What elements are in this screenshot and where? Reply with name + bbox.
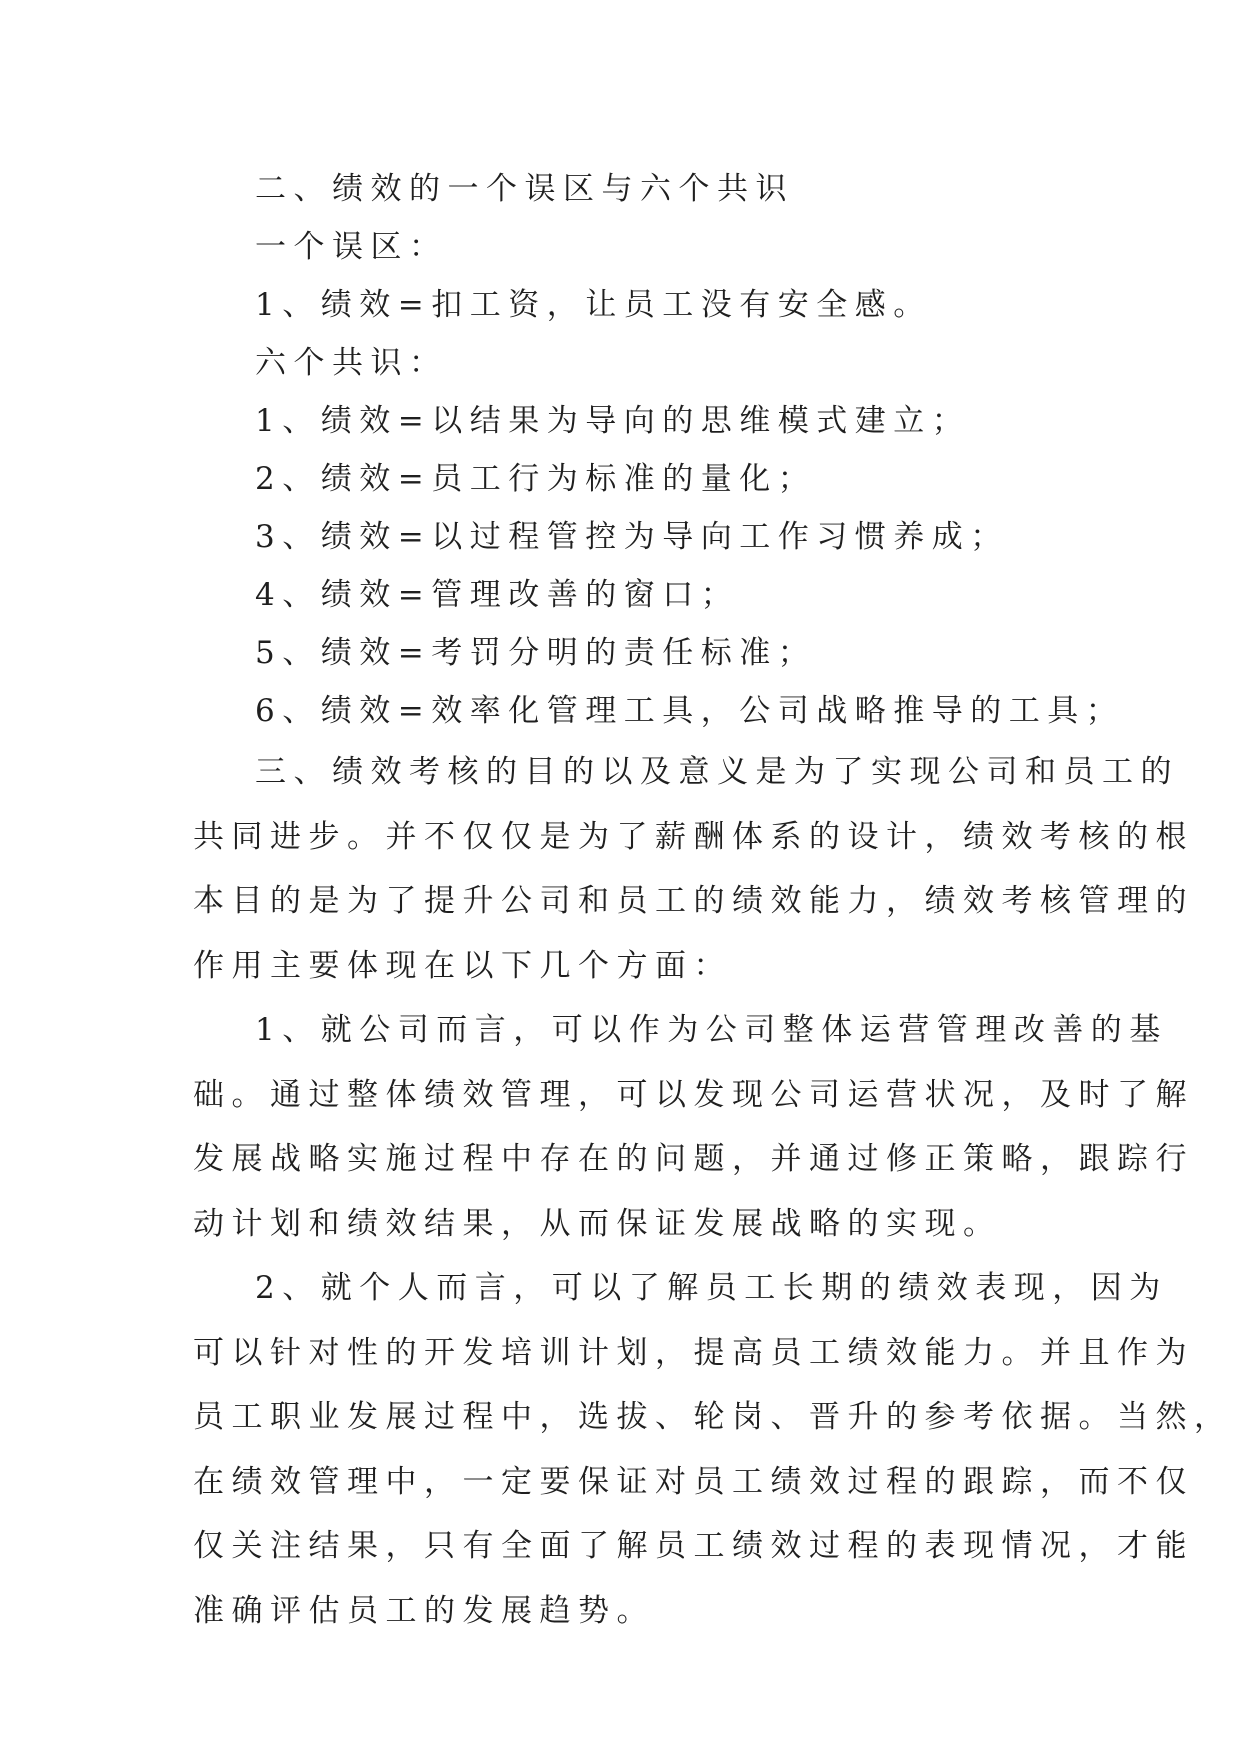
consensus-item: 5、绩效=考罚分明的责任标准； (255, 635, 817, 671)
section-3-paragraph (193, 740, 1194, 998)
paragraph-line: 2、就个人而言，可以了解员工长期的绩效表现，因为 (255, 1270, 1168, 1306)
paragraph-line: 共同进步。并不仅仅是为了薪酬体系的设计，绩效考核的根 (193, 818, 1194, 855)
paragraph-line: 可以针对性的开发培训计划，提高员工绩效能力。并且作为 (193, 1334, 1194, 1371)
paragraph-line: 作用主要体现在以下几个方面： (193, 947, 732, 984)
paragraph-line: 发展战略实施过程中存在的问题，并通过修正策略，跟踪行 (193, 1141, 1194, 1177)
consensus-item: 3、绩效=以过程管控为导向工作习惯养成； (255, 519, 1009, 555)
paragraph-line: 三、绩效考核的目的以及意义是为了实现公司和员工的 (255, 754, 1179, 790)
misconception-label: 一个误区： (255, 229, 448, 265)
paragraph-line: 动计划和绩效结果，从而保证发展战略的实现。 (193, 1205, 1002, 1242)
consensus-item: 1、绩效=以结果为导向的思维模式建立； (255, 403, 971, 439)
point-2-paragraph (193, 1256, 1233, 1643)
paragraph-line: 本目的是为了提升公司和员工的绩效能力，绩效考核管理的 (193, 883, 1194, 919)
paragraph-line: 在绩效管理中，一定要保证对员工绩效过程的跟踪，而不仅 (193, 1463, 1194, 1500)
paragraph-line: 准确评估员工的发展趋势。 (193, 1592, 655, 1629)
paragraph-line: 础。通过整体绩效管理，可以发现公司运营状况，及时了解 (193, 1076, 1194, 1113)
paragraph-line: 1、就公司而言，可以作为公司整体运营管理改善的基 (255, 1012, 1168, 1048)
document-body (193, 160, 1233, 1643)
misconception-item: 1、绩效=扣工资，让员工没有安全感。 (255, 287, 932, 323)
consensus-item: 6、绩效=效率化管理工具，公司战略推导的工具； (255, 693, 1125, 729)
paragraph-line: 仅关注结果，只有全面了解员工绩效过程的表现情况，才能 (193, 1528, 1194, 1564)
paragraph-line: 员工职业发展过程中，选拔、轮岗、晋升的参考依据。当然， (193, 1399, 1233, 1435)
consensus-item: 4、绩效=管理改善的窗口； (255, 577, 740, 613)
consensus-label: 六个共识： (255, 345, 448, 381)
point-1-paragraph (193, 998, 1194, 1256)
consensus-item: 2、绩效=员工行为标准的量化； (255, 461, 817, 497)
section-heading: 二、绩效的一个误区与六个共识 (255, 171, 794, 207)
